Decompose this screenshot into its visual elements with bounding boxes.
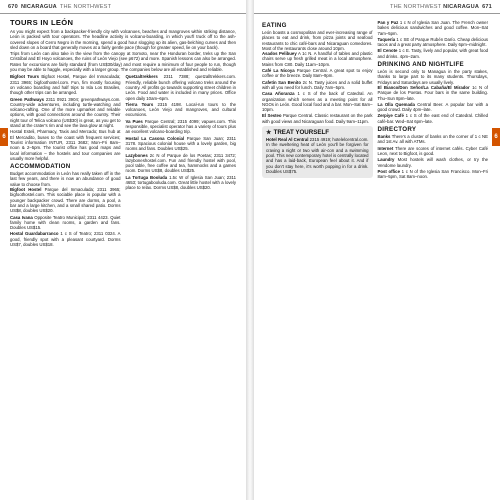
entry-text: 1 c N of the Iglesia San Francisco. Mon–Fri 8am–5pm, Sat 8am–noon.: [377, 168, 488, 180]
treat-yourself-box: [262, 126, 373, 178]
hostel-entry: [10, 215, 121, 231]
entry-name: Casa Añoranza: [262, 91, 295, 97]
entry-name: Laundry: [377, 157, 395, 163]
treat-entry: [266, 137, 369, 174]
entry-text: 1.5c W of Iglesia San Juan; 2311 4653; tortugabooluda.com. Great little hostel with a lovely place to relax. Dorms US$8, doubles US$20.: [125, 174, 236, 191]
star-icon: ★: [266, 129, 272, 137]
entry-name: Casa Ivana: [10, 214, 33, 220]
chapter-tab-right: 6: [492, 128, 500, 146]
section-name-left: NICARAGUA: [20, 3, 57, 10]
entry-text: Parque Central. A great spot to enjoy coffee or the breeze. Daily 8am–9pm.: [262, 68, 373, 79]
entry-text: Central Beer. A popular bar with a good crowd. Daily 4pm–late.: [377, 101, 488, 113]
hostel-entry: [10, 187, 121, 213]
entry-name: El Sesteo: [262, 113, 282, 119]
restaurant-entry: [262, 80, 373, 91]
book-gutter: [246, 0, 254, 500]
entry-text: A 1c N. A handful of tables and plastic chairs serve up fresh grilled meat in a local atmosphere. Mains from C80. Daily 11am–10pm.: [262, 51, 373, 67]
tours-col-2: [126, 74, 237, 248]
entry-name: La Tortuga Booluda: [125, 174, 168, 180]
directory-heading: DIRECTORY: [377, 126, 417, 134]
entry-text: There's a cluster of banks on the corner of 1 c NE and 1st Av. all with ATMs.: [377, 134, 488, 145]
running-head-right: [254, 0, 500, 14]
bar-entry: [378, 113, 489, 124]
chapter-name-right: THE NORTHWEST: [390, 3, 442, 10]
bar-entry: [378, 102, 489, 113]
tour-entry: [10, 74, 121, 95]
chapter-name-left: THE NORTHWEST: [59, 3, 112, 10]
entry-text: 1 c S of the back of Catedral. An organization which serves as a meeting point for all NGOs in León. Good local food and a bar. Mon–Sat 8am–10pm.: [262, 91, 373, 113]
entry-name: Bigfoot Tours: [10, 74, 39, 80]
entry-text: 2c N. Tasty juices and a solid buffet with all you need for lunch. Daily 7am–5pm.: [262, 79, 373, 90]
entry-text: Opposite Teatro Municipal; 2311 4423. Quiet family home with clean rooms, a garden and fans. Doubles US$15.: [10, 214, 121, 231]
right-col-1: [262, 20, 373, 180]
entry-name: El Cenote: [377, 48, 398, 54]
entry-text: There are scores of internet cafés. Cyber Café Leon, next to Bigfoot, is good.: [377, 145, 488, 156]
entry-text: Parque del Inmaculada; 2311 3965; bigfoothostel.com. This sociable place is popular with a younger backpacker crowd. There are dorms, a pool, a bar and a large kitchen, and a small shared patio. Dorms US$8, doubles US$20.: [10, 187, 121, 214]
entry-text: 1 c S of Teatro; 2311 0324. A good, friendly spot with a pleasant courtyard. Dorms US$7, doubles US$18.: [10, 231, 121, 247]
treat-title-text: TREAT YOURSELF: [273, 129, 330, 137]
right-columns: [262, 20, 488, 180]
entry-name: Banks: [377, 134, 391, 140]
entry-name: La Olla Quemada: [377, 101, 415, 107]
restaurant-entry: [378, 37, 489, 48]
entry-name: Bigfoot Hostel: [10, 187, 42, 193]
page-number-left: 670: [8, 3, 18, 10]
directory-entry: [378, 146, 489, 157]
entry-name: Tierra Tours: [125, 101, 154, 107]
entry-name: Asados Pelibuey: [262, 51, 297, 57]
tour-entry: [126, 119, 237, 135]
entry-text: 2311 7388; quetzalltrekkers.com. Friendly, reliable bunch offering volcano treks around the country. All profits go towards supporting street children in León. Food and water is included in many prices. Office open daily 10am–6pm.: [125, 74, 236, 101]
entry-name: Hostal Guardabarranco: [10, 231, 59, 237]
hostel-entry: [126, 153, 237, 174]
entry-text: Most hostels will wash clothes, or try the Vendome laundry.: [377, 157, 488, 168]
section-name-right: NICARAGUA: [443, 3, 480, 10]
restaurant-entry: [378, 48, 489, 59]
accommodation-intro: Budget accommodation in León has really taken off in the last few years, and there is now an abundance of good value to choose from.: [10, 171, 121, 187]
entry-name: Internet: [377, 145, 394, 151]
tours-heading: TOURS IN LEÓN: [10, 18, 74, 27]
entry-text: 2311 0921 3904; greenpathways.com. Country-wide adventures, including turtle-watching and volcano-rafting. One of the more upmarket and reliable options, with good connections around the country. Their night tour of Telica volcano (US$30) is great, as you get to stand at the crater's rim and see the lava glow at night.: [10, 96, 121, 129]
tour-entry: [126, 102, 237, 118]
left-content: [10, 18, 236, 496]
drinking-intro: León is second only to Managua in the party stakes, thanks to large part to its many students. Thursdays, Fridays and Saturdays are usually lively.: [377, 69, 488, 85]
directory-entry: [378, 134, 489, 145]
tours-intro-p1: As you might expect from a backpacker-friendly city with volcanoes, beaches and mangroves within striking distance, León is packed with tour operators. The headline activity is volcano-boarding, in which you'll truck off to the ash-covered slopes of Cerro Negro in the morning, spend a good hour slogging up its alien, gas-belching curves and then sled down on a board that generally moves at a fairly gentle pace (though for greater speed, lie on your back).: [10, 29, 236, 50]
bar-entry: [378, 85, 489, 101]
entry-text: 1c N of Parque de los Poetas. Four bars in the same building. Thu–Sun 8pm–late.: [377, 84, 488, 101]
accommodation-heading: ACCOMMODATION: [10, 163, 71, 171]
entry-name: Cafetín San Benito: [262, 79, 301, 85]
running-head-left: [0, 0, 246, 14]
eating-intro: León boasts a cosmopolitan and ever-increasing range of places to eat and drink, from pizza joints and seafood restaurants to chic café-bars and Nicaraguan comedores. Most of the restaurants close around 10pm.: [262, 30, 373, 51]
entry-name: Pan y Paz: [377, 20, 399, 25]
entry-text: 2c N of Parque de los Poetas; 2311 3472; lazyboneshostel.com. Fun and friendly hostel with pool, pool table, free coffee and tea, hammocks and a games room. Dorms US$8, doubles US$25.: [125, 152, 236, 174]
tours-intro: [10, 29, 236, 72]
entry-text: 2315 4198. Local-run tours to the volcanoes, León Viejo and mangroves, and cultural excursions.: [125, 101, 236, 118]
entry-name: El Bianco/Don Señor/La Cabaña/El Mirador: [377, 84, 470, 90]
eating-heading: EATING: [262, 22, 287, 29]
restaurant-entry: [262, 113, 373, 124]
entry-text: Parque Central; 2315 4099; vapues.com. This responsible, specialist operator has a variety of tours plus an excellent volcano-boarding trip.: [125, 118, 236, 135]
page-number-right: 671: [482, 3, 492, 10]
entry-name: Café La Nicoya: [262, 68, 295, 74]
tours-intro-p2: Trips from León can also take in the view from the canopy at Somoto, near the Honduran border, treks up the San Cristóbal and El Hoyo volcanoes, the ruins of León Viejo (see p672) and more. Spanish lessons can also be arranged. Rates for excursions are fairly standard (from US$30/day) and most require a minimum of four people to run, though you may be able to haggle, especially with a larger group. The companies below are all established and reliable.: [10, 51, 236, 73]
entry-name: Quetzaltrekkers: [125, 74, 158, 80]
restaurant-entry: [262, 51, 373, 67]
right-content: [262, 18, 488, 496]
chapter-tab-left: 6: [0, 128, 8, 146]
entry-text: 2315 4919; hotelelcentral.com. In the sweltering heat of León you'll be forgiven for craving a night or two with air-con and a swimming pool. This new contemporary hotel is centrally located and has a laid-back, European feel about it. And if you don't stay here, it's worth popping in for a drink. Doubles US$75.: [266, 137, 369, 174]
treat-title: [266, 129, 369, 136]
hostel-entry: [126, 175, 237, 191]
entry-name: Green Pathways: [10, 96, 45, 102]
entry-name: Post office: [377, 168, 400, 174]
entry-name: Hostal La Casona Colonial: [125, 135, 185, 141]
drinking-heading: DRINKING AND NIGHTLIFE: [377, 61, 464, 69]
hostel-entry: [126, 136, 237, 152]
entry-text: Parque Central. Classic restaurant on the park with good views and Nicaraguan food. Daily 9am–11pm.: [262, 113, 373, 124]
entry-name: Hotel Real Al Central: [266, 137, 309, 143]
hostel-entry: [10, 231, 121, 247]
restaurant-entry: [378, 20, 489, 36]
tour-entry: [10, 97, 121, 129]
entry-text: 1 c E. Tasty, lively and popular, with great food and drinks. 4pm–2am.: [377, 48, 488, 59]
tours-col-1: [10, 74, 121, 248]
entry-name: Zerpiye Café: [377, 113, 404, 119]
tour-entry: [126, 74, 237, 100]
entry-name: Lazybones: [125, 152, 148, 158]
getting-around-text: Hostal Esteli, Pharmacy, Taxis and Mercado; Bus hub at El Mercadito, buses to the coast with frequent services; Tourist information INTUR, 2311 3682; Mon–Fri 8am–noon & 2–5pm. The tourist office has good maps and local information – the hostels and tour companies are usually more helpful.: [10, 129, 121, 161]
restaurant-entry: [262, 68, 373, 79]
entry-name: Taquería: [377, 36, 396, 42]
right-col-2: [378, 20, 489, 180]
left-page: [0, 0, 246, 500]
entry-text: 1 c N of Iglesia San Juan. The French owner bakes delicious sandwiches and good coffee. Mon–Sat 7am–5pm.: [377, 20, 489, 36]
entry-name: Va Pues: [125, 118, 143, 124]
directory-entry: [378, 157, 489, 168]
entry-text: Parque San Juan; 2311 3178. Spacious colonial house with a lovely garden, big rooms and fans. Doubles US$25.: [125, 135, 236, 152]
restaurant-entry: [262, 91, 373, 112]
entry-text: Bigfoot Hostel, Parque del Inmaculada; 2311 3965; bigfoothostel.com. Fun, fim mostly focusing on volcano boarding and half trips to Isla Los Brasiles, though other trips can be arranged.: [10, 74, 121, 96]
entry-text: 1 c SE of Parque Rubén Darío. Cheap delicious tacos and a great party atmosphere. Daily 6pm–midnight.: [377, 36, 488, 48]
tours-columns: [10, 74, 236, 248]
directory-entry: [378, 169, 489, 180]
entry-text: 1 c S of the east end of Catedral. Chilled café-bar. Wed–Sat 6pm–late.: [377, 113, 488, 124]
right-page: [254, 0, 500, 500]
